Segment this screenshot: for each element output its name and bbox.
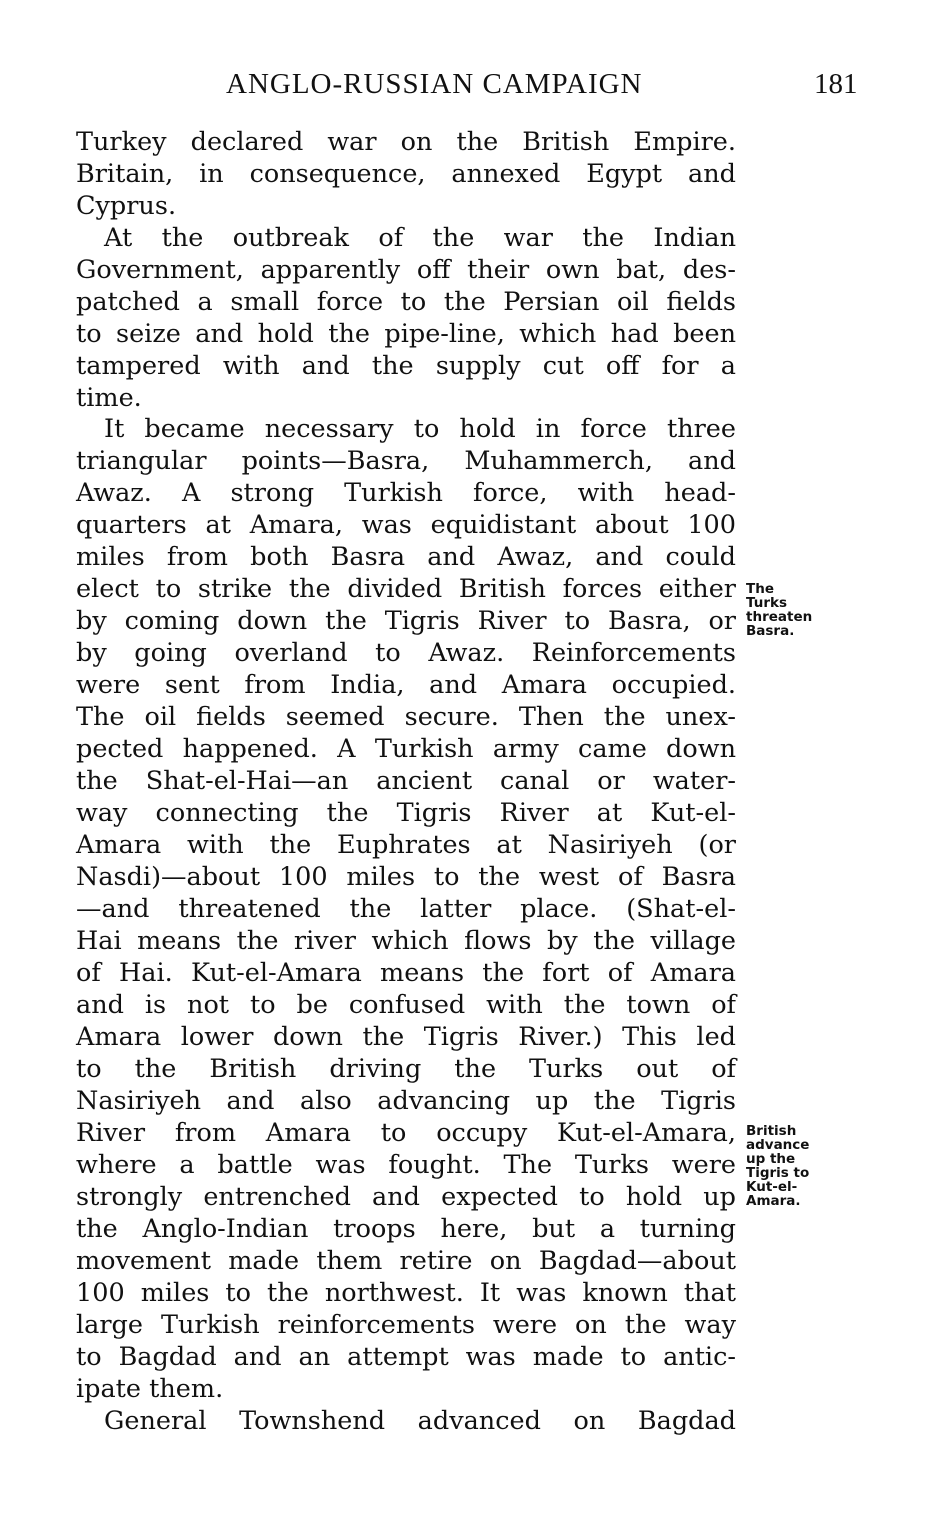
text-line: the Anglo-Indian troops here, but a turning: [76, 1214, 736, 1244]
paragraph-first-line: It became necessary to hold in force three: [104, 414, 736, 444]
text-line: triangular points—Basra, Muhammerch, and: [76, 446, 736, 476]
margin-note-line: The: [746, 581, 774, 597]
text-line: the Shat-el-Hai—an ancient canal or water-: [76, 766, 736, 796]
text-line: strongly entrenched and expected to hold up: [76, 1182, 736, 1212]
text-line: were sent from India, and Amara occupied.: [76, 670, 736, 700]
margin-note-line: Tigris to: [746, 1165, 810, 1181]
text-line: way connecting the Tigris River at Kut-el-: [76, 798, 736, 828]
margin-note-line: advance: [746, 1137, 810, 1153]
text-line: large Turkish reinforcements were on the way: [76, 1310, 736, 1340]
text-line: of Hai. Kut-el-Amara means the fort of Amara: [76, 958, 736, 988]
page-header-title: ANGLO-RUSSIAN CAMPAIGN: [226, 68, 643, 100]
text-line: by going overland to Awaz. Reinforcements: [76, 638, 736, 668]
text-line: patched a small force to the Persian oil fields: [76, 287, 736, 317]
text-line: River from Amara to occupy Kut-el-Amara,: [76, 1118, 736, 1148]
margin-note-line: threaten: [746, 609, 813, 625]
paragraph-first-line: At the outbreak of the war the Indian: [104, 223, 736, 253]
text-line: to the British driving the Turks out of: [76, 1054, 736, 1084]
margin-note-line: up the: [746, 1151, 796, 1167]
text-line: Amara with the Euphrates at Nasiriyeh (or: [76, 830, 736, 860]
text-line: quarters at Amara, was equidistant about 100: [76, 510, 736, 540]
text-line: tampered with and the supply cut off for a: [76, 351, 736, 381]
text-line: pected happened. A Turkish army came down: [76, 734, 736, 764]
text-line: elect to strike the divided British forces either: [76, 574, 736, 604]
text-line: where a battle was fought. The Turks were: [76, 1150, 736, 1180]
text-line: to Bagdad and an attempt was made to antic-: [76, 1342, 736, 1372]
text-line: Turkey declared war on the British Empire.: [76, 127, 736, 157]
text-line: Hai means the river which flows by the village: [76, 926, 736, 956]
text-line: ipate them.: [76, 1374, 224, 1404]
text-line: and is not to be confused with the town of: [76, 990, 736, 1020]
text-line: Cyprus.: [76, 191, 177, 221]
margin-note-line: Amara.: [746, 1193, 801, 1209]
text-line: time.: [76, 383, 142, 413]
text-line: Britain, in consequence, annexed Egypt and: [76, 159, 736, 189]
text-line: miles from both Basra and Awaz, and could: [76, 542, 736, 572]
page-number: 181: [814, 68, 858, 100]
margin-note-line: Basra.: [746, 623, 795, 639]
text-line: Amara lower down the Tigris River.) This led: [76, 1022, 736, 1052]
margin-note-line: British: [746, 1123, 797, 1139]
margin-note-line: Turks: [746, 595, 788, 611]
paragraph-first-line: General Townshend advanced on Bagdad: [104, 1406, 736, 1436]
margin-note-british-advance: [746, 1124, 809, 1208]
text-line: movement made them retire on Bagdad—about: [76, 1246, 736, 1276]
text-line: Nasdi)—about 100 miles to the west of Basra: [76, 862, 736, 892]
margin-note-turks-threaten: [746, 582, 812, 638]
text-line: by coming down the Tigris River to Basra, or: [76, 606, 736, 636]
text-line: Government, apparently off their own bat, des-: [76, 255, 736, 285]
text-line: to seize and hold the pipe-line, which had been: [76, 319, 736, 349]
text-line: The oil fields seemed secure. Then the unex-: [76, 702, 736, 732]
text-line: 100 miles to the northwest. It was known that: [76, 1278, 736, 1308]
text-line: Nasiriyeh and also advancing up the Tigris: [76, 1086, 736, 1116]
text-line: Awaz. A strong Turkish force, with head-: [76, 478, 736, 508]
margin-note-line: Kut-el-: [746, 1179, 798, 1195]
text-line: —and threatened the latter place. (Shat-el-: [76, 894, 736, 924]
